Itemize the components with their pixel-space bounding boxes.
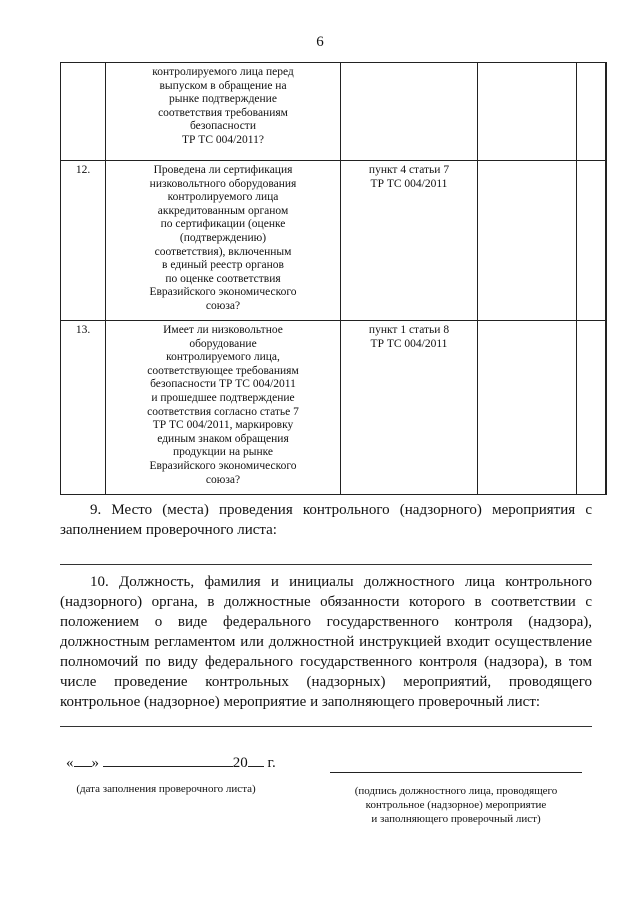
section-9-text: 9. Место (места) проведения контрольного (надзорного) мероприятия с заполнением проверочного листа: (60, 502, 592, 538)
year-blank (248, 752, 264, 767)
answer-cell (606, 63, 607, 161)
answer-cell (478, 63, 577, 161)
table-row (61, 161, 607, 321)
day-blank (74, 752, 92, 767)
answer-cell (478, 321, 577, 495)
row-question: Проведена ли сертификация низковольтного оборудования контролируемого лица аккредитованным органом по сертификации (оценке (подтверждению) соответствия), включенным в единый реестр органов по оценке соответствия Евразийского экономического союза? (106, 161, 341, 321)
page-number: 6 (316, 34, 324, 50)
row-reference (341, 63, 478, 161)
date-field: « » 20 г. (66, 752, 276, 772)
row-number: 13. (61, 321, 106, 495)
row-reference: пункт 1 статьи 8 ТР ТС 004/2011 (341, 321, 478, 495)
checklist-table (60, 62, 607, 495)
section-9-fill-line (60, 564, 592, 565)
signature-line (330, 772, 582, 773)
answer-cell (478, 161, 577, 321)
answer-cell (606, 161, 607, 321)
row-reference: пункт 4 статьи 7 ТР ТС 004/2011 (341, 161, 478, 321)
row-number (61, 63, 106, 161)
answer-cell (577, 321, 606, 495)
section-10-text: 10. Должность, фамилия и инициалы должностного лица контрольного (надзорного) органа, в должностные обязанности которого в соответствии с положением о виде федерального государственного контроля (надзора), должностным регламентом или должностной инструкцией входит осуществление полномочий по виду федерального государственного контроля (надзора), в том числе проведение контрольных (надзорных) мероприятий, проводящего контрольное (надзорное) мероприятие и заполняющего проверочный лист: (60, 574, 592, 710)
answer-cell (606, 321, 607, 495)
row-number: 12. (61, 161, 106, 321)
table-row (61, 63, 607, 161)
row-question: контролируемого лица перед выпуском в обращение на рынке подтверждение соответствия требованиям безопасности ТР ТС 004/2011? (106, 63, 341, 161)
answer-cell (577, 161, 606, 321)
signature-caption: (подпись должностного лица, проводящего контрольное (надзорное) мероприятие и заполняющего проверочный лист) (354, 785, 558, 825)
month-blank (103, 752, 233, 767)
date-caption: (дата заполнения проверочного листа) (76, 783, 256, 795)
section-10-fill-line (60, 726, 592, 727)
row-question: Имеет ли низковольтное оборудование контролируемого лица, соответствующее требованиям безопасности ТР ТС 004/2011 и прошедшее подтверждение соответствия согласно статье 7 ТР ТС 004/2011, маркировку единым знаком обращения продукции на рынке Евразийского экономического союза? (106, 321, 341, 495)
table-row (61, 321, 607, 495)
answer-cell (577, 63, 606, 161)
